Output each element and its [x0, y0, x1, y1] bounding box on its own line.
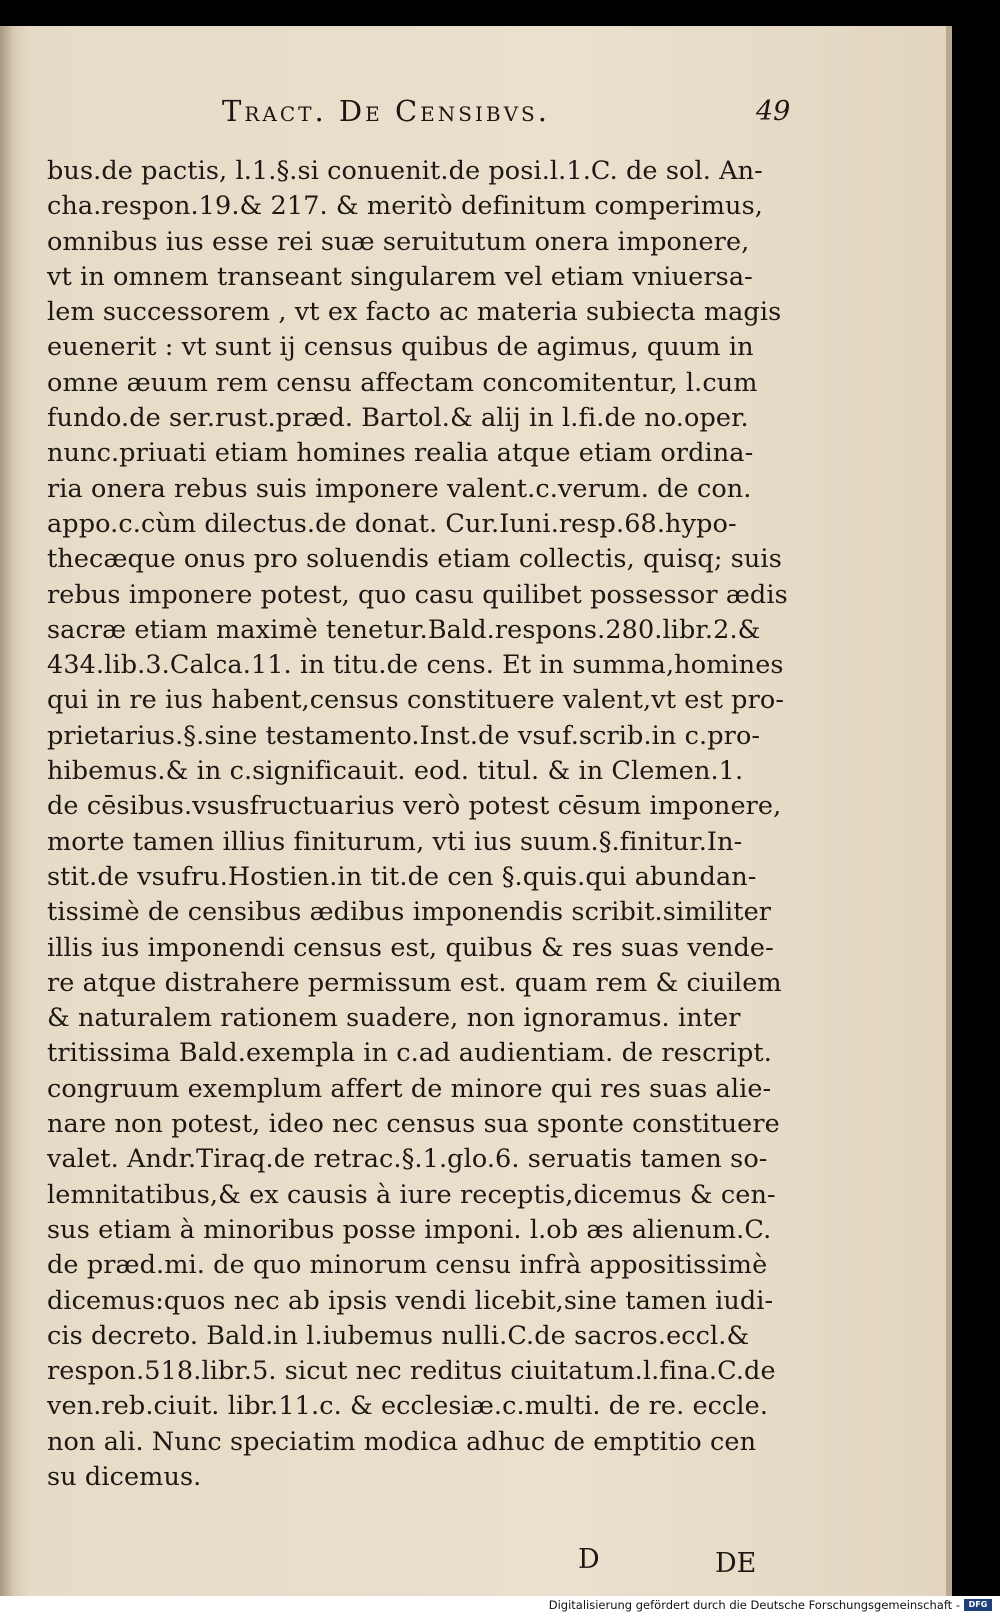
- text-line: tritissima Bald.exempla in c.ad audientiam. de rescript.: [47, 1038, 772, 1069]
- text-line: euenerit : vt sunt ij census quibus de agimus, quum in: [47, 332, 754, 363]
- text-line: bus.de pactis, l.1.§.si conuenit.de posi.l.1.C. de sol. An-: [47, 156, 763, 186]
- text-line: tissimè de censibus ædibus imponendis scribit.similiter: [47, 897, 772, 928]
- text-line: omnibus ius esse rei suæ seruitutum onera imponere,: [47, 226, 750, 257]
- dfg-logo-icon: DFG: [964, 1599, 992, 1611]
- text-line: fundo.de ser.rust.præd. Bartol.& alij in l.fi.de no.oper.: [47, 403, 749, 434]
- text-line: rebus imponere potest, quo casu quilibet possessor ædis: [47, 579, 788, 610]
- text-line: vt in omnem transeant singularem vel etiam vniuersa-: [47, 261, 753, 292]
- text-line: lem successorem , vt ex facto ac materia subiecta magis: [47, 297, 782, 328]
- text-line: non ali. Nunc speciatim modica adhuc de emptitio cen: [47, 1426, 757, 1457]
- text-line: appo.c.cùm dilectus.de donat. Cur.Iuni.resp.68.hypo-: [47, 508, 737, 539]
- running-title: Tract. De Censibvs.: [222, 94, 550, 128]
- text-line: congruum exemplum affert de minore qui res suas alie-: [47, 1073, 772, 1104]
- book-page: [0, 26, 952, 1596]
- text-line: de cēsibus.vsusfructuarius verò potest cēsum imponere,: [47, 791, 782, 822]
- text-line: prietarius.§.sine testamento.Inst.de vsuf.scrib.in c.pro-: [47, 720, 761, 751]
- text-line: de præd.mi. de quo minorum censu infrà appositissimè: [47, 1250, 768, 1281]
- credit-text: Digitalisierung gefördert durch die Deutsche Forschungsgemeinschaft -: [548, 1598, 960, 1612]
- text-line: 434.lib.3.Calca.11. in titu.de cens. Et in summa,homines: [47, 650, 784, 681]
- text-line: nare non potest, ideo nec census sua sponte constituere: [47, 1109, 780, 1140]
- credit-bar: [0, 1596, 1000, 1615]
- page-footer: [0, 1544, 952, 1584]
- text-line: lemnitatibus,& ex causis à iure receptis,dicemus & cen-: [47, 1179, 776, 1210]
- page-number: 49: [756, 96, 791, 127]
- text-line: ven.reb.ciuit. libr.11.c. & ecclesiæ.c.multi. de re. eccle.: [47, 1391, 769, 1422]
- text-line: hibemus.& in c.significauit. eod. titul. & in Clemen.1.: [47, 756, 744, 787]
- text-line: qui in re ius habent,census constituere valent,vt est pro-: [47, 685, 785, 716]
- page-header: [0, 94, 952, 134]
- signature-mark: D: [578, 1544, 600, 1575]
- text-line: re atque distrahere permissum est. quam rem & ciuilem: [47, 967, 782, 998]
- text-line: thecæque onus pro soluendis etiam collectis, quisq; suis: [47, 544, 782, 575]
- text-line: morte tamen illius finiturum, vti ius suum.§.finitur.In-: [47, 826, 743, 857]
- body-text: [47, 154, 797, 1495]
- text-line: nunc.priuati etiam homines realia atque etiam ordina-: [47, 438, 754, 469]
- page-edge: [946, 26, 952, 1596]
- text-line: cha.respon.19.& 217. & meritò definitum comperimus,: [47, 191, 763, 222]
- text-line: cis decreto. Bald.in l.iubemus nulli.C.de sacros.eccl.&: [47, 1320, 750, 1351]
- text-line: sus etiam à minoribus posse imponi. l.ob æs alienum.C.: [47, 1214, 772, 1245]
- text-line: dicemus:quos nec ab ipsis vendi licebit,sine tamen iudi-: [47, 1285, 774, 1316]
- text-line: sacræ etiam maximè tenetur.Bald.respons.280.libr.2.&: [47, 614, 761, 645]
- text-line: & naturalem rationem suadere, non ignoramus. inter: [47, 1003, 741, 1034]
- text-line: respon.518.libr.5. sicut nec reditus ciuitatum.l.fina.C.de: [47, 1356, 776, 1387]
- text-line: ria onera rebus suis imponere valent.c.verum. de con.: [47, 473, 752, 504]
- text-line: illis ius imponendi census est, quibus & res suas vende-: [47, 932, 774, 963]
- text-line: valet. Andr.Tiraq.de retrac.§.1.glo.6. seruatis tamen so-: [47, 1144, 768, 1175]
- text-line: su dicemus.: [47, 1461, 202, 1492]
- text-line: omne æuum rem censu affectam concomitentur, l.cum: [47, 367, 758, 398]
- catchword: DE: [715, 1548, 757, 1579]
- text-line: stit.de vsufru.Hostien.in tit.de cen §.quis.qui abundan-: [47, 861, 757, 892]
